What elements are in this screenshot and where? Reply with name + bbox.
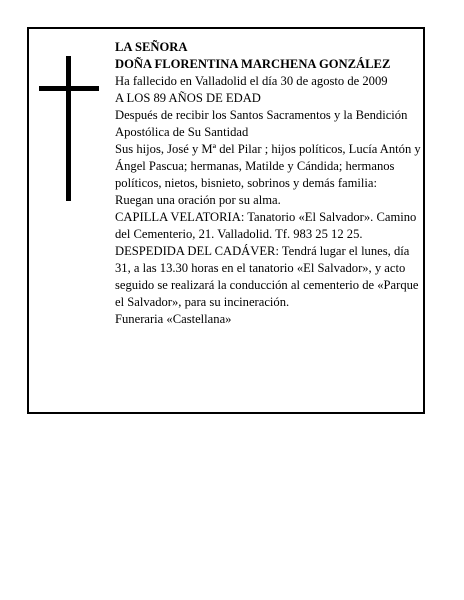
cross-icon [39,56,99,201]
farewell-details: DESPEDIDA DEL CADÁVER: Tendrá lugar el lunes, día 31, a las 13.30 horas en el tanatorio «El Salvador», y acto seguido se realizará la conducción al cementerio de «Parque el Salvador», para su incineración. [115,244,419,309]
death-notice: Ha fallecido en Valladolid el día 30 de agosto de 2009 [115,74,388,88]
obituary-notice [27,27,425,414]
cross-vertical-bar [66,56,71,201]
wake-location: CAPILLA VELATORIA: Tanatorio «El Salvador». Camino del Cementerio, 21. Valladolid. Tf. 983 25 12 25. [115,210,417,241]
family-list: Sus hijos, José y Mª del Pilar ; hijos políticos, Lucía Antón y Ángel Pascua; hermanas, Matilde y Cándida; hermanos políticos, nietos, bisnieto, sobrinos y demás familia: [115,142,421,190]
cross-horizontal-bar [39,86,99,91]
deceased-title: LA SEÑORA [115,40,188,54]
prayer-request: Ruegan una oración por su alma. [115,193,281,207]
deceased-name: DOÑA FLORENTINA MARCHENA GONZÁLEZ [115,57,391,71]
obituary-text [115,39,421,328]
funeral-home: Funeraria «Castellana» [115,312,232,326]
sacraments-notice: Después de recibir los Santos Sacramentos y la Bendición Apostólica de Su Santidad [115,108,408,139]
age-at-death: A LOS 89 AÑOS DE EDAD [115,91,261,105]
